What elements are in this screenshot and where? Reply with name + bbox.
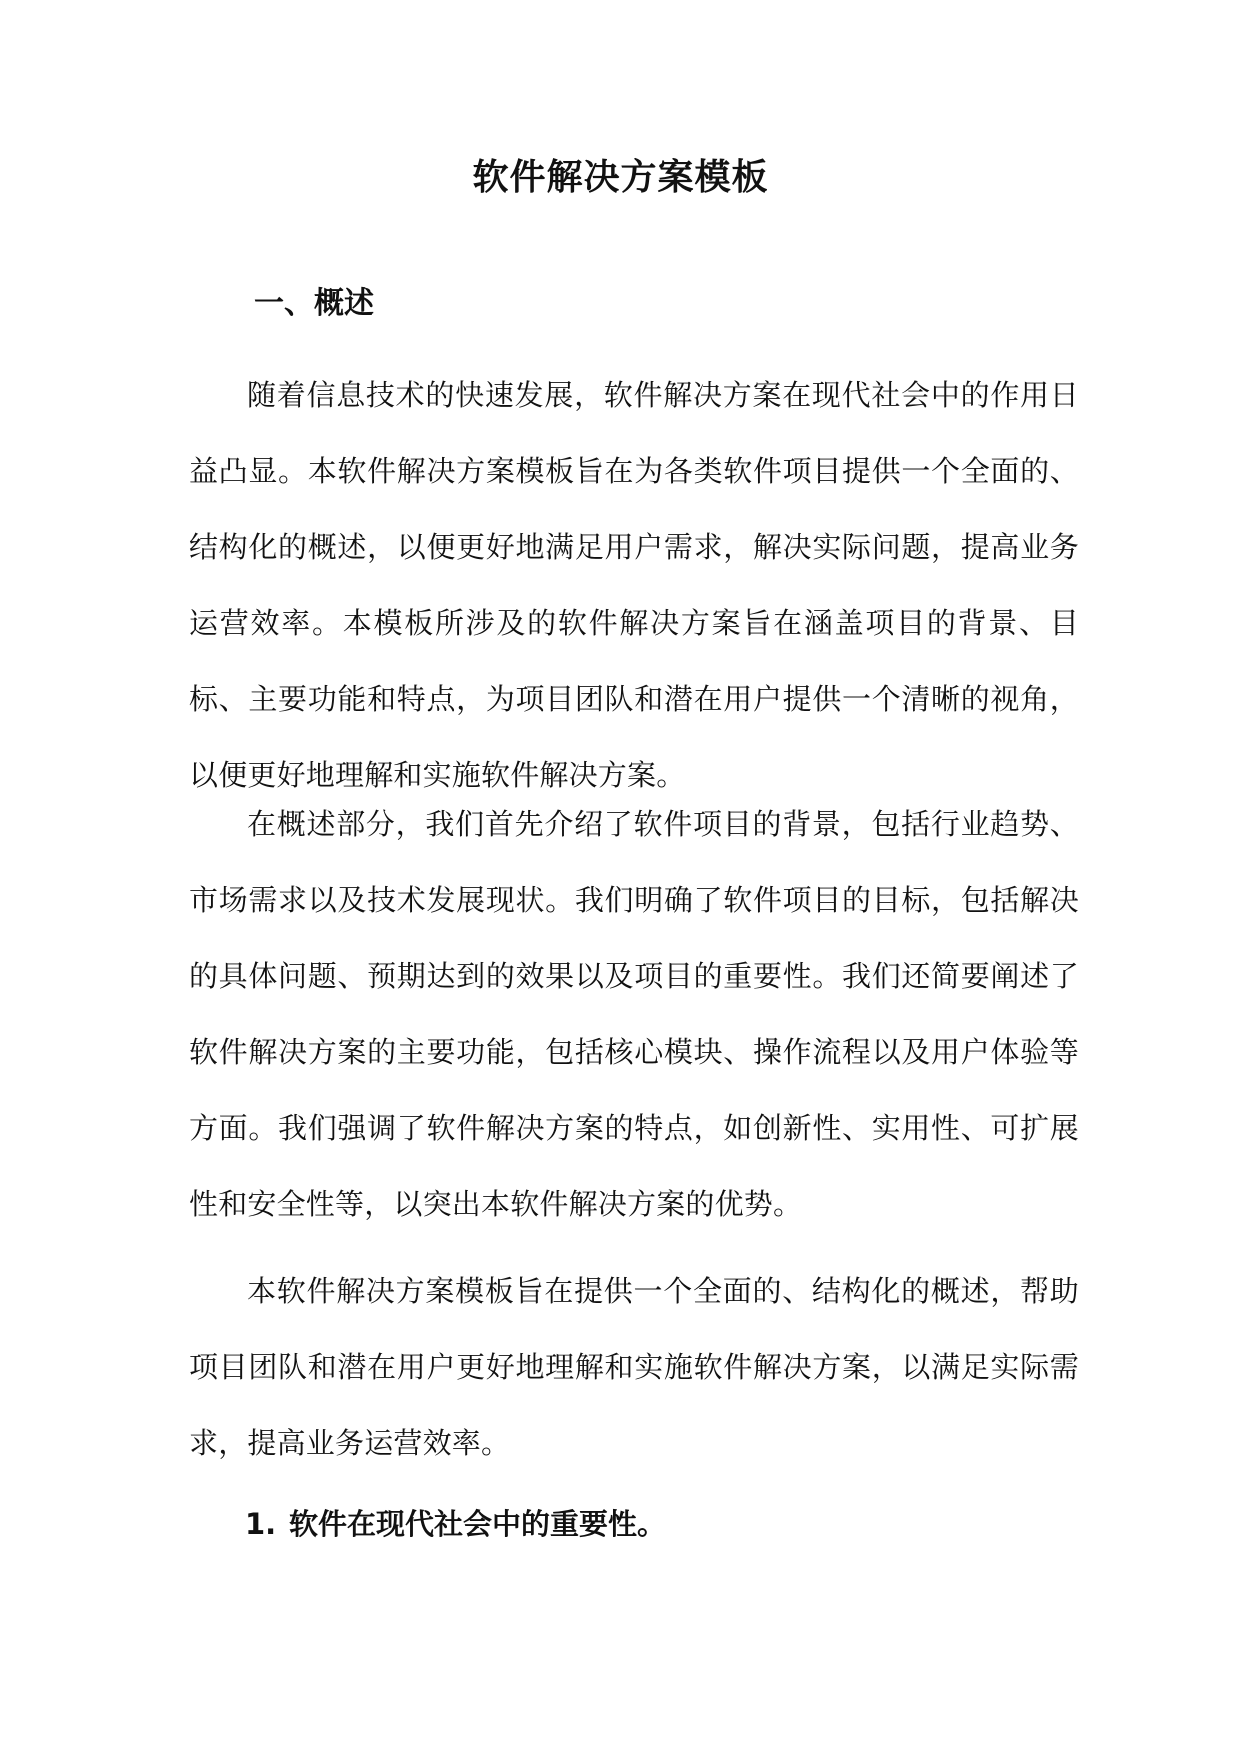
section-heading-overview: 一、概述 — [254, 286, 374, 321]
paragraph-summary: 本软件解决方案模板旨在提供一个全面的、结构化的概述，帮助项目团队和潜在用户更好地理解和实施软件解决方案，以满足实际需求，提高业务运营效率。 — [189, 1274, 1079, 1460]
subsection-number: 1. — [245, 1507, 277, 1541]
paragraph-overview-details: 在概述部分，我们首先介绍了软件项目的背景，包括行业趋势、市场需求以及技术发展现状。我们明确了软件项目的目标，包括解决的具体问题、预期达到的效果以及项目的重要性。我们还简要阐述了软件解决方案的主要功能，包括核心模块、操作流程以及用户体验等方面。我们强调了软件解决方案的特点，如创新性、实用性、可扩展性和安全性等，以突出本软件解决方案的优势。 — [189, 807, 1079, 1221]
document-title: 软件解决方案模板 — [472, 157, 769, 198]
subsection-heading — [245, 1500, 666, 1548]
subsection-title: 软件在现代社会中的重要性。 — [289, 1507, 667, 1541]
paragraph-intro: 随着信息技术的快速发展，软件解决方案在现代社会中的作用日益凸显。本软件解决方案模板旨在为各类软件项目提供一个全面的、结构化的概述，以便更好地满足用户需求，解决实际问题，提高业务运营效率。本模板所涉及的软件解决方案旨在涵盖项目的背景、目标、主要功能和特点，为项目团队和潜在用户提供一个清晰的视角，以便更好地理解和实施软件解决方案。 — [189, 378, 1079, 792]
